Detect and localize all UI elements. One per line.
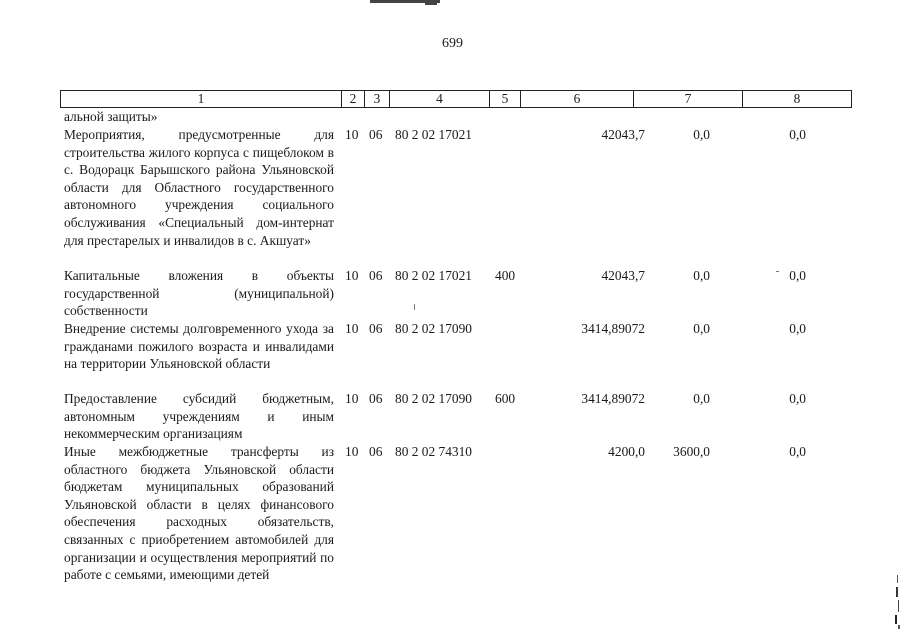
cell-amount-col8: 0,0 [789, 268, 806, 283]
scan-edge-noise [895, 575, 901, 630]
cell-subsection: 06 [369, 268, 383, 283]
scan-artifact-top [425, 0, 437, 5]
header-col-6: 6 [521, 91, 634, 108]
cell-amount-col6: 3414,89072 [581, 391, 645, 406]
cell-amount-col6: 3414,89072 [581, 321, 645, 336]
cell-amount-col6: 42043,7 [601, 127, 645, 142]
scan-speck [776, 271, 779, 272]
row-description: альной защиты» [64, 109, 158, 124]
cell-section: 10 [345, 268, 359, 283]
row-description: Иные межбюджетные трансферты из областного бюджета Ульяновской области бюджетам муниципальных образований Ульяновской области в целях финансового обеспечения расходных обязательств, связанных с приобретением автомобилей для организации и осуществления мероприятий по работе с семьями, имеющими детей [64, 444, 334, 583]
cell-target-article: 80 2 02 17090 [395, 321, 472, 336]
cell-section: 10 [345, 444, 359, 459]
header-col-2: 2 [342, 91, 365, 108]
cell-target-article: 80 2 02 74310 [395, 444, 472, 459]
header-col-1: 1 [61, 91, 342, 108]
header-col-8: 8 [743, 91, 852, 108]
cell-target-article: 80 2 02 17021 [395, 127, 472, 142]
cell-subsection: 06 [369, 444, 383, 459]
cell-subsection: 06 [369, 391, 383, 406]
cell-amount-col6: 42043,7 [601, 268, 645, 283]
row-description: Капитальные вложения в объекты государственной (муниципальной) собственности [64, 268, 334, 319]
cell-amount-col8: 0,0 [789, 391, 806, 406]
header-col-7: 7 [634, 91, 743, 108]
cell-subsection: 06 [369, 321, 383, 336]
cell-amount-col7: 0,0 [693, 391, 710, 406]
cell-amount-col7: 3600,0 [673, 444, 710, 459]
cell-target-article: 80 2 02 17090 [395, 391, 472, 406]
cell-amount-col7: 0,0 [693, 127, 710, 142]
cell-section: 10 [345, 127, 359, 142]
cell-amount-col8: 0,0 [789, 444, 806, 459]
row-description: Мероприятия, предусмотренные для строительства жилого корпуса с пищеблоком в с. Водорацк Барышского района Ульяновской области для Областного государственного автономного учреждения социального обслуживания «Специальный дом-интернат для престарелых и инвалидов в с. Акшуат» [64, 127, 334, 248]
cell-section: 10 [345, 321, 359, 336]
row-description: Предоставление субсидий бюджетным, автономным учреждениям и иным некоммерческим организациям [64, 391, 334, 442]
scan-speck [414, 304, 415, 310]
row-description: Внедрение системы долговременного ухода за гражданами пожилого возраста и инвалидами на территории Ульяновской области [64, 321, 334, 372]
cell-amount-col7: 0,0 [693, 268, 710, 283]
header-col-5: 5 [490, 91, 521, 108]
page-number: 699 [442, 36, 463, 51]
cell-section: 10 [345, 391, 359, 406]
cell-expense-type: 400 [495, 268, 516, 283]
header-col-3: 3 [365, 91, 390, 108]
cell-amount-col6: 4200,0 [608, 444, 645, 459]
cell-amount-col8: 0,0 [789, 321, 806, 336]
cell-expense-type: 600 [495, 391, 516, 406]
cell-target-article: 80 2 02 17021 [395, 268, 472, 283]
cell-amount-col8: 0,0 [789, 127, 806, 142]
cell-amount-col7: 0,0 [693, 321, 710, 336]
column-header-table [60, 90, 852, 108]
header-row [61, 91, 852, 108]
header-col-4: 4 [390, 91, 490, 108]
cell-subsection: 06 [369, 127, 383, 142]
